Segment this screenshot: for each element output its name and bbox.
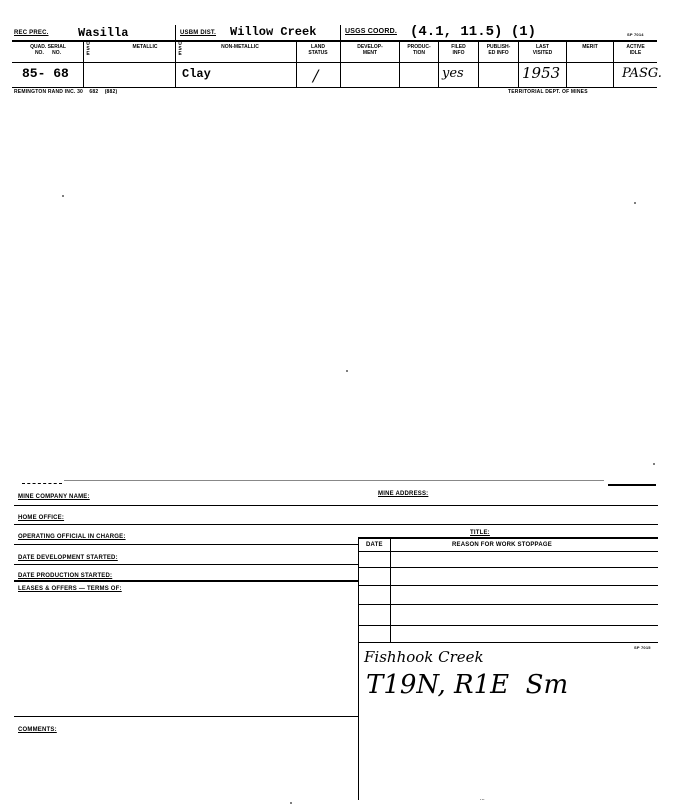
production-header: PRODUC- TION (407, 44, 431, 56)
handwritten-location: Fishhook Creek (364, 648, 484, 666)
rule (12, 87, 657, 88)
filed-info-header: FILED INFO (451, 44, 466, 56)
date-column-header: DATE (366, 542, 383, 548)
reason-column-header: REASON FOR WORK STOPPAGE (452, 542, 552, 548)
divider (83, 41, 84, 87)
speck (62, 195, 64, 197)
rec-prec-label: REC PREC. (14, 30, 49, 36)
usbm-dist-label: USBM DIST. (180, 30, 217, 36)
handwritten-township: T19N, R1E Sm (366, 670, 569, 700)
printer-line: REMINGTON RAND INC. 30 682 (882) (14, 89, 118, 95)
usbm-dist-value: Willow Creek (230, 25, 317, 39)
date-development-started-label: DATE DEVELOPMENT STARTED: (18, 555, 118, 561)
date-production-started-label: DATE PRODUCTION STARTED: (18, 573, 113, 579)
non-metallic-header: NON-METALLIC (221, 44, 259, 50)
operating-official-label: OPERATING OFFICIAL IN CHARGE: (18, 534, 126, 540)
rule (358, 585, 658, 586)
form-number: SP 7015 (634, 645, 651, 650)
last-visited-value: 1953 (522, 64, 561, 82)
usgs-coord-label: USGS COORD. (345, 28, 397, 35)
dept-line: TERRITORIAL DEPT. OF MINES (508, 89, 588, 95)
quad-serial-header: QUAD. SERIAL NO. NO. (30, 44, 66, 56)
divider (175, 25, 176, 87)
rule (358, 625, 658, 626)
published-info-header: PUBLISH- ED INFO (486, 44, 511, 56)
rule (358, 567, 658, 568)
speck (653, 463, 655, 465)
speck (290, 802, 292, 804)
rec-prec-value: Wasilla (78, 26, 129, 40)
divider (340, 25, 341, 41)
rule (14, 580, 358, 582)
rule (358, 604, 658, 605)
active-idle-value: PASG. (622, 66, 662, 81)
title-label: TITLE: (470, 530, 490, 536)
merit-header: MERIT (582, 44, 598, 50)
card-edge (608, 484, 656, 486)
rule (14, 524, 658, 525)
use-header: U S E (86, 41, 90, 57)
rule (14, 544, 358, 545)
leases-offers-label: LEASES & OFFERS — TERMS OF: (18, 586, 122, 592)
usgs-coord-value: (4.1, 11.5) (1) (410, 24, 537, 40)
rule (14, 505, 658, 506)
form-number: SP 7014 (627, 32, 644, 37)
quad-serial-value: 85- 68 (22, 66, 69, 81)
rule (12, 40, 657, 42)
rule (14, 716, 358, 717)
card-edge (22, 483, 62, 484)
land-status-header: LAND STATUS (308, 44, 328, 56)
home-office-label: HOME OFFICE: (18, 515, 65, 521)
divider (358, 537, 359, 800)
non-metallic-value: Clay (182, 67, 211, 81)
rule (12, 62, 657, 63)
use-header: U S E (178, 41, 182, 57)
mine-address-label: MINE ADDRESS: (378, 491, 429, 497)
speck (634, 202, 636, 204)
speck (346, 370, 348, 372)
rule (358, 551, 658, 552)
filed-info-value: yes (442, 66, 464, 81)
land-status-value: / (313, 66, 319, 85)
mine-company-name-label: MINE COMPANY NAME: (18, 494, 90, 500)
metallic-header: METALLIC (132, 44, 158, 50)
rule (358, 537, 658, 539)
active-idle-header: ACTIVE IDLE (626, 44, 645, 56)
rule (358, 642, 658, 643)
footer-note: ... (480, 796, 485, 802)
development-header: DEVELOP- MENT (357, 44, 383, 56)
comments-label: COMMENTS: (18, 727, 57, 733)
last-visited-header: LAST VISITED (532, 44, 553, 56)
divider (390, 537, 391, 642)
card-edge (64, 480, 604, 481)
rule (14, 564, 358, 565)
